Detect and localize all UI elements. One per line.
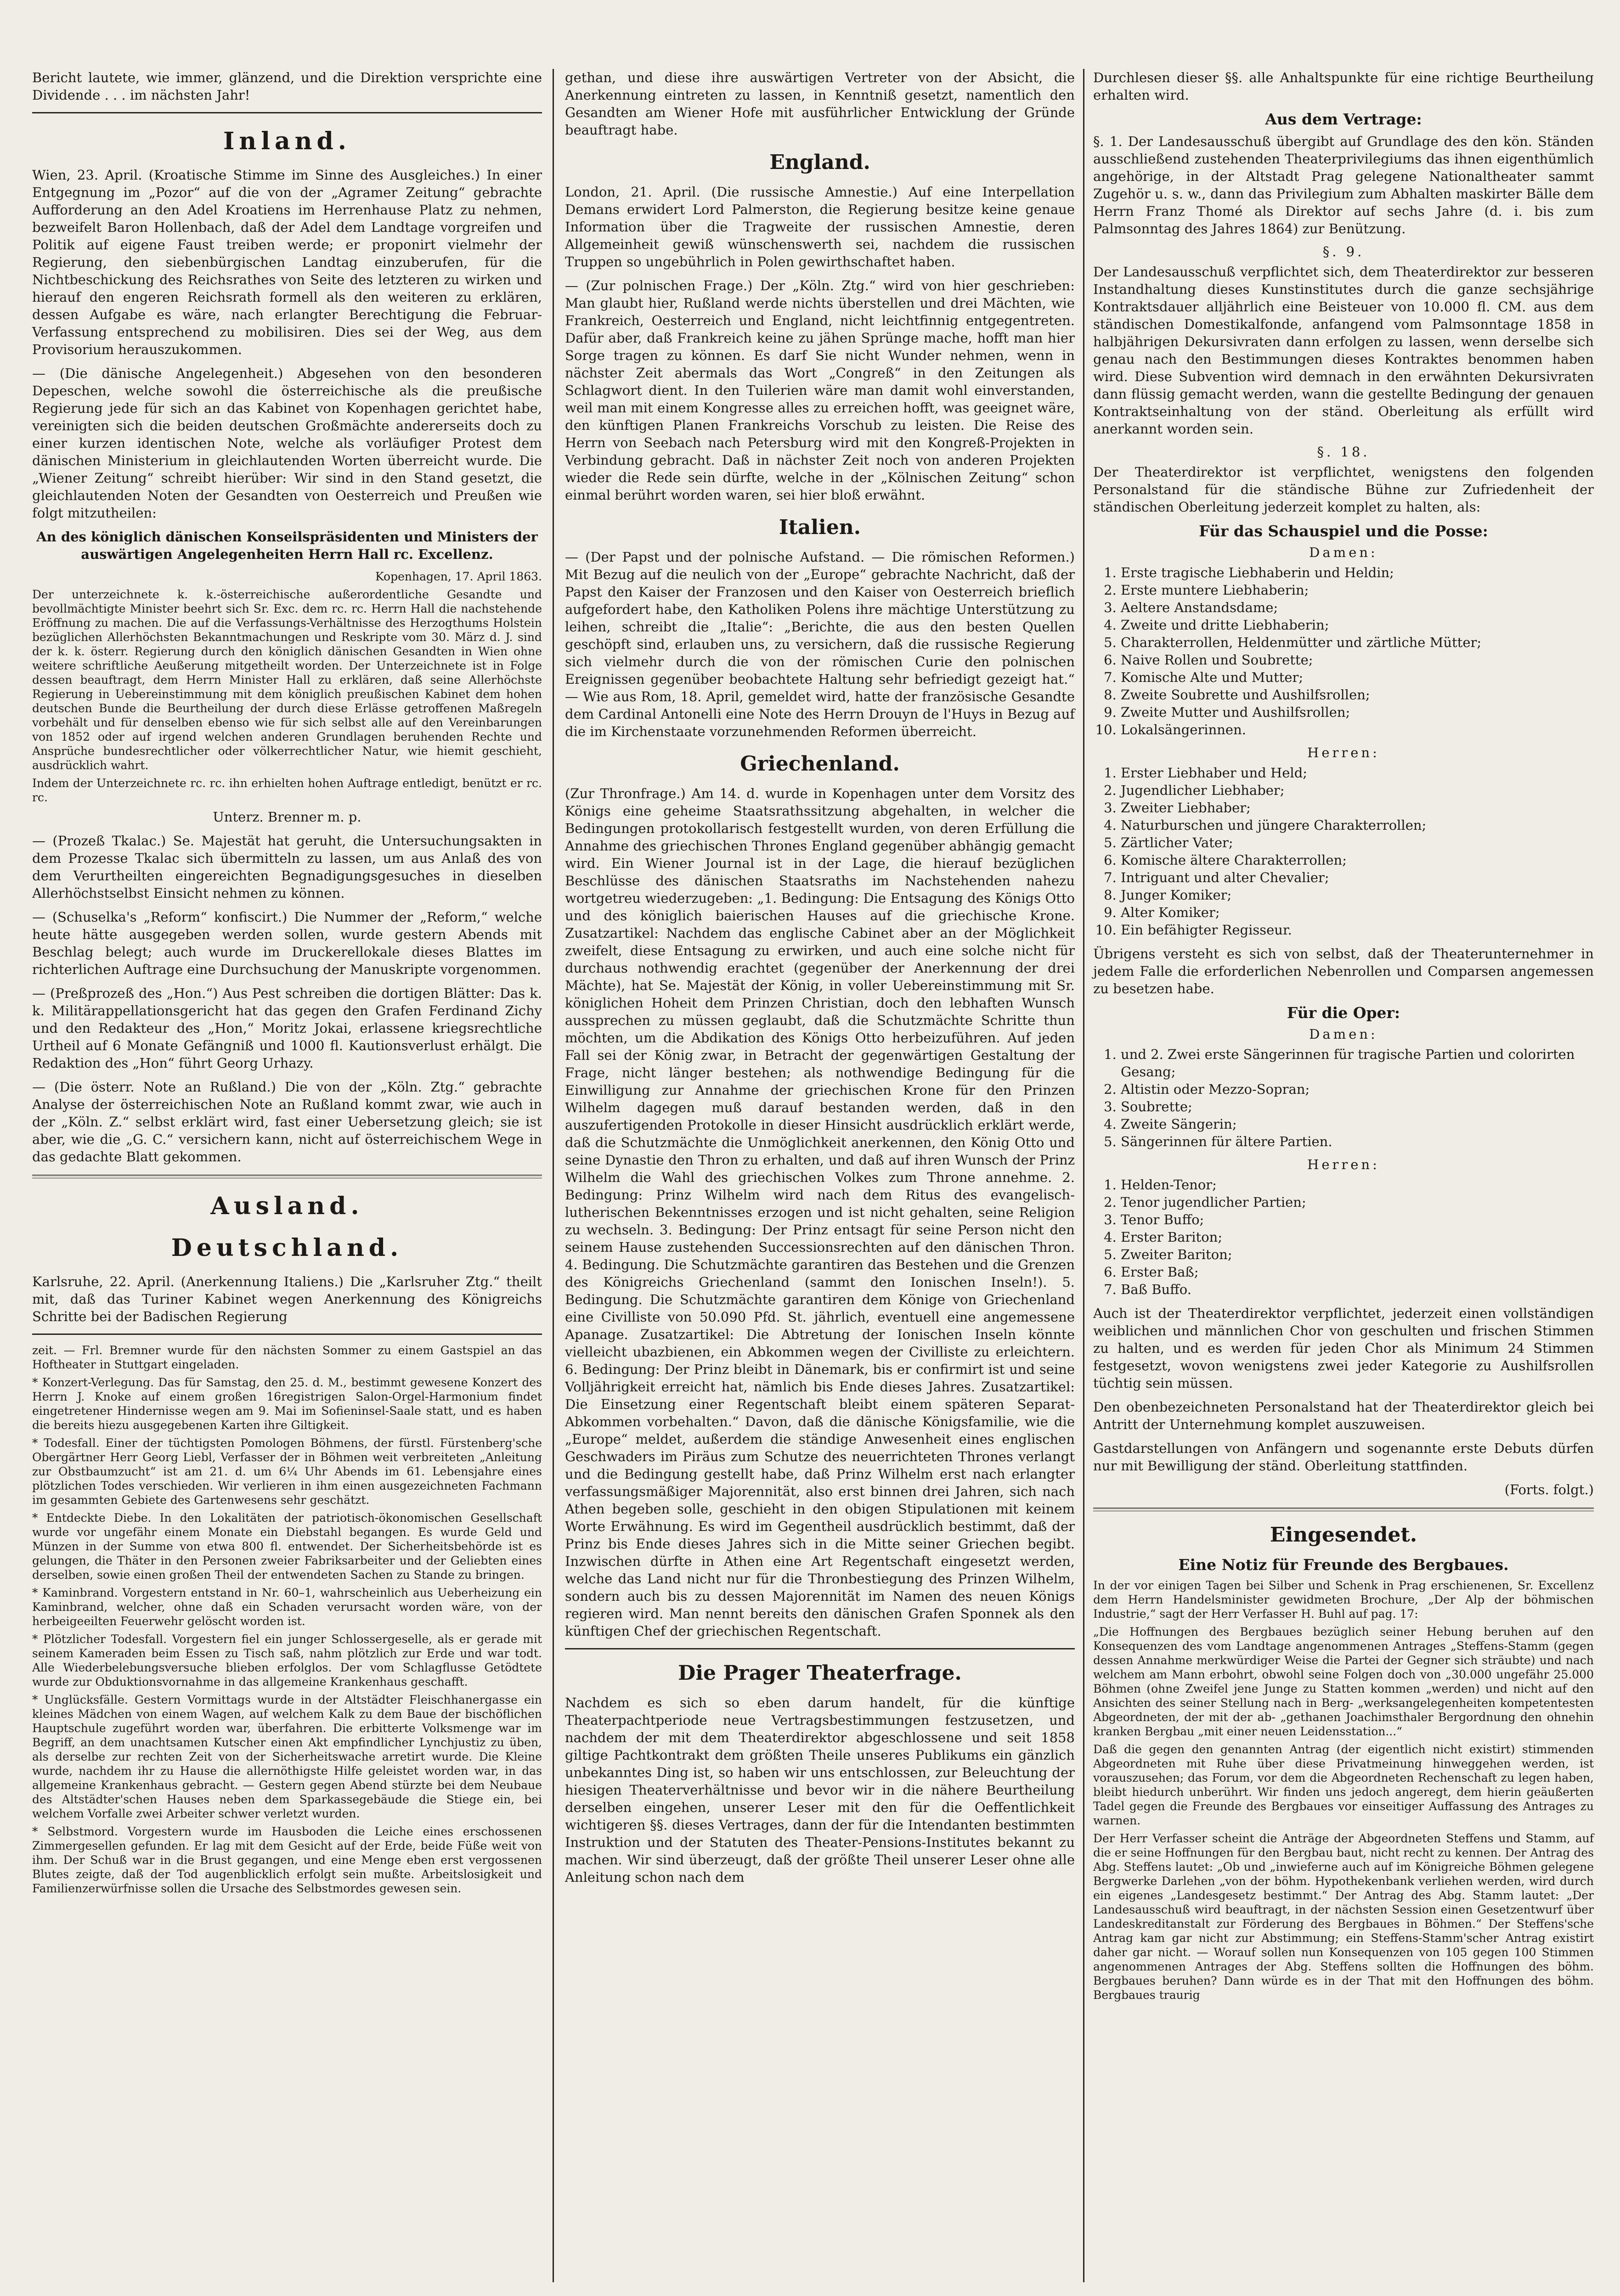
list-item: 6. Erster Baß; [1121, 1263, 1594, 1281]
list-damen-schauspiel [1093, 564, 1594, 738]
section-heading-vertrag: Aus dem Vertrage: [1265, 110, 1422, 128]
article-paragraph: Gastdarstellungen von Anfängern und sogenannte erste Debuts dürfen nur mit Bewilligung der ständ. Oberleitung stattfinden. [1093, 1441, 1594, 1474]
divider [32, 112, 542, 113]
list-item: 2. Altistin oder Mezzo-Sopran; [1121, 1080, 1594, 1098]
list-item: 5. Charakterrollen, Heldenmütter und zärtliche Mütter; [1121, 634, 1594, 651]
subheading-oper: Für die Oper: [1287, 1004, 1400, 1022]
article-paragraph: — (Zur polnischen Frage.) Der „Köln. Ztg.“ wird von hier geschrieben: Man glaubt hier, Rußland werde nichts überstellen und drei Mächten, wie Frankreich, Oesterreich und England, nicht leichtfinnig entgegentreten. Dafür aber, daß Frankreich keine zu jähen Sprünge mache, hofft man hier Sorge tragen zu können. Es darf Sie nicht Wunder nehmen, wenn in nächster Zeit abermals das Wort „Congreß“ in den Zeitungen als Schlagwort dient. In den Tuilerien wäre man damit wohl einverstanden, weil man mit einem Kongresse alles zu erreichen hofft, was geeignet wäre, den künftigen Planen Frankreichs Vorschub zu leisten. Die Reise des Herrn von Seebach nach Petersburg wird mit den Kongreß-Projekten in Verbindung gebracht. Daß in nächster Zeit noch von anderen Projekten wieder die Rede sein dürfte, welche in der „Kölnischen Zeitung“ schon einmal berührt worden waren, sei hier bloß erwähnt. [565, 278, 1075, 503]
list-item: 1. Erster Liebhaber und Held; [1121, 764, 1594, 782]
list-item: 8. Zweite Soubrette und Aushilfsrollen; [1121, 686, 1594, 703]
list-item: 2. Jugendlicher Liebhaber; [1121, 782, 1594, 799]
paragraph-number: §. 18. [1317, 444, 1370, 460]
article-paragraph: — (Der Papst und der polnische Aufstand. — Die römischen Reformen.) Mit Bezug auf die neulich von der „Europe“ gebrachte Nachricht, daß der Papst den Kaiser der Franzosen und den Kaiser von Oesterreich brieflich aufgefordert habe, den Katholiken Polens ihre mächtige Unterstützung zu leihen, schreibt die „Italie“: „Berichte, die aus den besten Quellen geschöpft sind, erlauben uns, zu versichern, daß die russische Regierung sich vielmehr durch die von der römischen Curie den polnischen Ereignissen gegenüber beobachtete Haltung sehr befriedigt gezeigt hat.“ — Wie aus Rom, 18. April, gemeldet wird, hatte der französische Gesandte dem Cardinal Antonelli eine Note des Herrn Drouyn de l'Huys in Bezug auf die im Kirchenstaate vorzunehmenden Reformen überreicht. [565, 549, 1075, 739]
article-paragraph: gethan, und diese ihre auswärtigen Vertreter von der Absicht, die Anerkennung eintreten zu lassen, in Kenntniß gesetzt, namentlich den Gesandten am Wiener Hofe mit ausführlicher Entwicklung der Gründe beauftragt habe. [565, 70, 1075, 138]
list-item: 5. Zärtlicher Vater; [1121, 834, 1594, 851]
letter-text [1093, 1578, 1594, 2002]
subheading-herren: Herren: [1307, 1157, 1380, 1172]
newspaper-page [32, 69, 1594, 2282]
list-item: 1. Erste tragische Liebhaberin und Heldin; [1121, 564, 1594, 581]
list-item: 10. Lokalsängerinnen. [1121, 721, 1594, 738]
article-paragraph: — (Preßprozeß des „Hon.“) Aus Pest schreiben die dortigen Blätter: Das k. k. Militärappellationsgericht hat das gegen den Grafen Ferdinand Zichy und den Redakteur des „Hon,“ Moritz Jokai, erlassene kriegsrechtliche Urtheil auf 6 Monate Gefängniß und 1000 fl. Kautionsverlust erhälgt. Die Redaktion des „Hon“ führt Georg Urhazy. [32, 985, 542, 1071]
article-paragraph: In der vor einigen Tagen bei Silber und Schenk in Prag erschienenen, Sr. Excellenz dem Herrn Handelsminister gewidmeten Brochure, „Der Alp der böhmischen Industrie,“ sagt der Herr Verfasser H. Buhl auf pag. 17: [1093, 1579, 1594, 1621]
article-paragraph: Der Herr Verfasser scheint die Anträge der Abgeordneten Steffens und Stamm, auf die er seine Hoffnungen für den Bergbau baut, nicht recht zu kennen. Der Antrag des Abg. Steffens lautet: „Ob und „inwieferne auch auf im Königreiche Böhmen gelegene Bergwerke Darlehen „von der böhm. Hypothekenbank verliehen werden, wird durch ein eigenes „Landesgesetz bestimmt.“ Der Antrag des Abg. Stamm lautet: „Der Landesausschuß wird beauftragt, in der nächsten Session einen Gesetzentwurf über Landeskreditanstalt zur Förderung des Bergbaues in Böhmen.“ Der Steffens'sche Antrag kam gar nicht zur Abstimmung; ein Steffens-Stamm'scher Antrag existirt daher gar nicht. — Worauf sollen nun Konsequenzen von 105 gegen 100 Stimmen angenommenen Antrages der Abg. Steffens sollten die Hoffnungen des böhm. Bergbaues beruhen? Dann würde es in der That mit den Hoffnungen des böhm. Bergbaues traurig [1093, 1832, 1594, 2002]
news-item: * Todesfall. Einer der tüchtigsten Pomologen Böhmens, der fürstl. Fürstenberg'sche Obergärtner Herr Georg Liebl, Verfasser der in Böhmen weit verbreiteten „Anleitung zur Obstbaumzucht“ ist am 21. d. um 6¼ Uhr Abends im 61. Lebensjahre eines plötzlichen Todes verschieden. Wir verlieren in ihm einen ausgezeichneten Fachmann im gesammten Gebiete des Gartenwesens sehr geschätzt. [32, 1436, 542, 1507]
news-item: * Plötzlicher Todesfall. Vorgestern fiel ein junger Schlossergeselle, als er gerade mit seinem Kameraden beim Essen zu Tisch saß, nahm plötzlich zur Erde und war todt. Alle Wiederbelebungsversuche blieben erfolglos. Der vom Schlagflusse Getödtete wurde zur Obduktionsvornahme in das allgemeine Krankenhaus geschafft. [32, 1632, 542, 1688]
list-item: 4. Erster Bariton; [1121, 1228, 1594, 1246]
list-item: 6. Naive Rollen und Soubrette; [1121, 651, 1594, 669]
article-paragraph: An des königlich dänischen Konseilspräsidenten und Ministers der auswärtigen Angelegenheiten Herrn Hall rc. Excellenz. [36, 529, 538, 562]
article-paragraph: — (Prozeß Tkalac.) Se. Majestät hat geruht, die Untersuchungsakten in dem Prozesse Tkalac sich übermitteln zu lassen, um aus Anlaß des von dem Verurtheilten eingereichten Begnadigungsgesuches in dieselben Allerhöchstselbst Einsicht nehmen zu können. [32, 833, 542, 901]
divider [32, 1175, 542, 1178]
article-paragraph: Übrigens versteht es sich von selbst, daß der Theaterunternehmer in jedem Falle die erforderlichen Nebenrollen und Comparsen angemessen zu besetzen habe. [1093, 946, 1594, 996]
column-1 [32, 69, 542, 1899]
list-item: 1. Helden-Tenor; [1121, 1176, 1594, 1193]
list-item: 9. Alter Komiker; [1121, 904, 1594, 921]
column-3 [1093, 69, 1594, 2006]
news-item: * Kaminbrand. Vorgestern entstand in Nr. 60–1, wahrscheinlich aus Ueberheizung ein Kaminbrand, welcher, ohne daß ein Schaden verursacht worden wäre, von der herbeigeeilten Feuerwehr gelöscht worden ist. [32, 1586, 542, 1628]
section-heading-inland: Inland. [223, 127, 351, 155]
section-heading-england: England. [769, 151, 870, 174]
divider [565, 1648, 1075, 1649]
article-paragraph: — (Die österr. Note an Rußland.) Die von der „Köln. Ztg.“ gebrachte Analyse der österreichischen Note an Rußland kommt zwar, wie auch in der „Köln. Z.“ selbst erklärt wird, fast einer Uebersetzung gleich; sie ist aber, wie die „G. C.“ versichern kann, nicht auf österreichischem Wege in das gedachte Blatt gekommen. [32, 1079, 542, 1165]
list-item: 8. Junger Komiker; [1121, 886, 1594, 904]
list-item: 5. Sängerinnen für ältere Partien. [1121, 1133, 1594, 1150]
divider [1093, 1508, 1594, 1511]
list-item: 3. Zweiter Liebhaber; [1121, 799, 1594, 816]
news-item: * Entdeckte Diebe. In den Lokalitäten der patriotisch-ökonomischen Gesellschaft wurde vor ungefähr einem Monate ein Diebstahl begangen. Es wurde Geld und Münzen in der Summe von etwa 800 fl. entwendet. Der Sicherheitsbehörde ist es gelungen, die Thäter in den Personen zweier Fabriksarbeiter und der Geliebten eines derselben, sowie einen großen Theil der entwendeten Sachen zu Stande zu bringen. [32, 1511, 542, 1581]
column-rule [1083, 69, 1084, 2282]
news-item: zeit. — Frl. Bremner wurde für den nächsten Sommer zu einem Gastspiel an das Hoftheater in Stuttgart eingeladen. [32, 1344, 542, 1371]
list-item: 3. Tenor Buffo; [1121, 1211, 1594, 1228]
list-damen-oper [1093, 1046, 1594, 1150]
news-item: * Unglücksfälle. Gestern Vormittags wurde in der Altstädter Fleischhanergasse ein kleines Mädchen von einem Wagen, auf welchem Kalk zu dem Baue der bischöflichen Hauptschule zugeführt worden war, überfahren. Die erbitterte Volksmenge war im Begriff, an dem unachtsamen Kutscher einen Akt empfindlicher Lynchjustiz zu üben, als derselbe zur rechten Zeit von der Sicherheitswache arretirt wurde. Die Kleine wurde, nachdem ihr zu Hause die allernöthigste Hilfe geleistet worden war, in das allgemeine Krankenhaus gebracht. — Gestern gegen Abend stürzte bei dem Neubaue des Altstädter'schen Hauses neben dem Sparkassegebäude die Stiege ein, bei welchem Vorfalle zwei Arbeiter schwer verletzt wurden. [32, 1693, 542, 1820]
section-heading-italien: Italien. [779, 516, 861, 539]
subheading-damen: Damen: [1309, 545, 1378, 560]
list-herren-oper [1093, 1176, 1594, 1298]
article-paragraph: Daß die gegen den genannten Antrag (der eigentlich nicht existirt) stimmenden Abgeordneten mit Ruhe über diese Privatmeinung hinweggehen werden, ist vorauszusehen; das Forum, vor dem die Abgeordneten Rechenschaft zu legen haben, bleibt hiedurch unberührt. Wir finden uns jedoch angeregt, dem hierin geäußerten Tadel gegen die Freunde des Bergbaues vor einseitiger Auffassung des Antrages zu warnen. [1093, 1743, 1594, 1827]
article-paragraph: Indem der Unterzeichnete rc. rc. ihn erhielten hohen Auftrage entledigt, benützt er rc. rc. [32, 777, 542, 804]
section-heading-theaterfrage: Die Prager Theaterfrage. [678, 1661, 962, 1685]
list-item: 5. Zweiter Bariton; [1121, 1246, 1594, 1263]
local-news [32, 1343, 542, 1896]
news-item: * Konzert-Verlegung. Das für Samstag, den 25. d. M., bestimmt gewesene Konzert des Herrn J. Knoke auf einem großen 16registrigen Salon-Orgel-Harmonium findet eingetretener Hindernisse wegen am 9. Mai im Sofieninsel-Saale statt, und es haben die bereits hiezu ausgegebenen Karten ihre Giltigkeit. [32, 1376, 542, 1432]
article-paragraph: London, 21. April. (Die russische Amnestie.) Auf eine Interpellation Demans erwidert Lord Palmerston, die Regierung besitze keine genaue Information über die Tragweite der russischen Amnestie, deren Allgemeinheit gewiß wünschenswerth sei, nachdem die russischen Truppen so ungebührlich in Polen gewirthschaftet haben. [565, 184, 1075, 270]
subheading-schauspiel: Für das Schauspiel und die Posse: [1199, 522, 1488, 540]
list-item: 7. Baß Buffo. [1121, 1281, 1594, 1298]
list-item: 6. Komische ältere Charakterrollen; [1121, 851, 1594, 869]
paragraph-number: §. 9. [1322, 244, 1365, 259]
article-paragraph: Der unterzeichnete k. k.-österreichische außerordentliche Gesandte und bevollmächtigte Minister beehrt sich Sr. Exc. dem rc. rc. Herrn Hall die nachstehende Eröffnung zu machen. Die auf die Verfassungs-Verhältnisse des Herzogthums Holstein bezüglichen Allerhöchsten Bekanntmachungen und Reskripte vom 30. März d. J. sind der k. k. österr. Regierung durch den königlich dänischen Gesandten in Wien ohne weitere schriftliche Aeußerung mitgetheilt worden. Der Unterzeichnete ist in Folge dessen beauftragt, dem Herrn Minister Hall zu erklären, daß seine Allerhöchste Regierung in Uebereinstimmung mit dem königlich preußischen Kabinet dem hohen deutschen Bunde die Beurtheilung der durch diese Erlässe getroffenen Maßregeln vorbehält und für denselben ebenso wie für sich selbst alle auf den Vereinbarungen von 1852 oder auf irgend welchen anderen Grundlagen beruhenden Rechte und Ansprüche bundesrechtlicher oder völkerrechtlicher Natur, wie hiemit geschieht, ausdrücklich wahrt. [32, 588, 542, 772]
list-item: 1. und 2. Zwei erste Sängerinnen für tragische Partien und colorirten Gesang; [1121, 1046, 1594, 1080]
list-item: 4. Zweite Sängerin; [1121, 1115, 1594, 1133]
list-item: 3. Aeltere Anstandsdame; [1121, 599, 1594, 616]
list-item: 7. Komische Alte und Mutter; [1121, 669, 1594, 686]
section-heading-griechenland: Griechenland. [740, 752, 900, 776]
column-rule [553, 69, 554, 2282]
article-paragraph: — (Schuselka's „Reform“ konfiscirt.) Die Nummer der „Reform,“ welche heute hätte ausgegeben werden sollen, wurde gestern Abends mit Beschlag belegt; auch wurde im Druckerellokale dieses Blattes im richterlichen Auftrage eine Durchsuchung der Manuskripte vorgenommen. [32, 909, 542, 977]
article-paragraph: (Zur Thronfrage.) Am 14. d. wurde in Kopenhagen unter dem Vorsitz des Königs eine geheime Staatsrathssitzung abgehalten, in welcher die Bedingungen protokollarisch festgestellt wurden, von deren Erfüllung die Annahme des griechischen Thrones England gegenüber abhängig gemacht wird. Ein Wiener Journal ist in der Lage, die hierauf bezüglichen Beschlüsse des dänischen Staatsraths im Nachstehenden nahezu wortgetreu wiederzugeben: „1. Bedingung: Die Entsagung des Königs Otto und des königlich baierischen Hauses auf die griechische Krone. Zusatzartikel: Nachdem das englische Cabinet aber an der Möglichkeit zweifelt, diese Entsagung zu erwirken, und auch eine solche nicht für durchaus nothwendig erachtet (gegenüber der Anerkennung der drei Mächte), hat Se. Majestät der König, in voller Uebereinstimmung mit Sr. königlichen Hoheit dem Prinzen Christian, doch den lebhaften Wunsch aussprechen zu müssen geglaubt, daß die Schutzmächte Schritte thun möchten, um die Abdikation des Königs Otto herbeizuführen. Auf jeden Fall sei der König zwar, in Betracht der gegenwärtigen Gestaltung der Frage, nicht länger bestehen; als nothwendige Bedingung für die Einwilligung zur Annahme der griechischen Krone für den Prinzen Wilhelm dagegen muß darauf bestanden werden, daß in den auszufertigenden Protokolle in dieser Hinsicht ausdrücklich erklärt werde, daß die Schutzmächte die Unmöglichkeit anerkennen, den König Otto und seine Dynastie den Thron zu erhalten, und daß auf ihren Wunsch der Prinz Wilhelm die Wahl des griechischen Volkes zum Throne annehme. 2. Bedingung: Prinz Wilhelm wird nach dem Ritus des evangelisch-lutherischen Bekenntnisses erzogen und ist nicht gehalten, seine Religion zu wechseln. 3. Bedingung: Der Prinz entsagt für seine Person nicht den seinem Hause zustehenden Successionsrechten auf den dänischen Thron. 4. Bedingung. Die Schutzmächte garantiren das Bestehen und die Grenzen des Königreichs Griechenland (sammt den Ionischen Inseln!). 5. Bedingung. Die Schutzmächte garantiren dem Könige von Griechenland eine Civilliste von 50.090 Pfd. St. jährlich, eventuell eine angemessene Apanage. Zusatzartikel: Die Abtretung der Ionischen Inseln könnte vielleicht ubazbienen, ein Abkommen wegen der Civilliste zu erleichtern. 6. Bedingung: Der Prinz bleibt in Dänemark, bis er confirmirt ist und seine Volljährigkeit erreicht hat, nämlich bis Ende dieses Jahres. Zusatzartikel: Die Einsetzung einer Regentschaft bleibt einem späteren Separat-Abkommen vorbehalten.“ Davon, daß die dänische Königsfamilie, wie die „Europe“ meldet, außerdem die ständige Anwesenheit eines englischen Geschwaders im Piräus zum Schutze des neuerrichteten Thrones verlangt und die Bedingung gestellt habe, daß Prinz Wilhelm erst nach erlangter verfassungsmäßiger Majorennität, also erst binnen drei Jahren, sich nach Athen begeben solle, geschieht in den obigen Stipulationen mit keinem Worte Erwähnung. Es wird im Gegentheil ausdrücklich bestimmt, daß der Prinz bis Ende dieses Jahres sich in die Mitte seiner Griechen begibt. Inzwischen dürfte in Athen eine Art Regentschaft eingesetzt werden, welche das Land nicht nur für die Thronbestiegung des Prinzen Wilhelm, sondern auch bis zu dessen Majorennität im Namen des neuen Königs regieren wird. Man nennt bereits den dänischen Grafen Sponnek als den künftigen Chef der griechischen Regentschaft. [565, 786, 1075, 1639]
news-item: * Selbstmord. Vorgestern wurde im Hausboden die Leiche eines erschossenen Zimmergesellen gefunden. Er lag mit dem Gesicht auf der Erde, beide Füße weit von ihm. Der Schuß war in die Brust gegangen, und eine Menge eben erst vergossenen Blutes zeigte, daß der Tod augenblicklich erfolgt sein mußte. Arbeitslosigkeit und Familienzerwürfnisse sollen die Ursache des Selbstmordes gewesen sein. [32, 1825, 542, 1895]
article-paragraph: Der Landesausschuß verpflichtet sich, dem Theaterdirektor zur besseren Instandhaltung dieses Kunstinstitutes durch die ganze sechsjährige Kontraktsdauer alljährlich eine Beisteuer von 10.000 fl. CM. aus dem ständischen Domestikalfonde, anfangend vom Palmsonntage 1858 in halbjährigen Dekursivraten dann erfolgen zu lassen, wenn derselbe sich genau nach den Bestimmungen dieses Kontraktes benommen haben wird. Diese Subvention wird demnach in den erwähnten Dekursivraten dann flüssig gemacht werden, wann die gestellte Bedingung der genauen Kontraktseinhaltung von der ständ. Oberleitung als erfüllt wird anerkannt worden sein. [1093, 264, 1594, 437]
continuation-note: (Forts. folgt.) [1504, 1482, 1594, 1497]
divider [32, 1334, 542, 1335]
list-item: 10. Ein befähigter Regisseur. [1121, 921, 1594, 939]
article-paragraph: Wien, 23. April. (Kroatische Stimme im Sinne des Ausgleiches.) In einer Entgegnung im „Pozor“ auf die von der „Agramer Zeitung“ gebrachte Aufforderung an den Adel Kroatiens im Herrenhause Platz zu nehmen, bezweifelt Baron Hollenbach, daß der Adel dem Landtage vorgreifen und Politik auf eigene Faust treiben werde; er proponirt vielmehr der Regierung, den siebenbürgischen Landtag einzuberufen, für die Nichtbeschickung des Reichsrathes von Seite des letzteren zu wirken und hierauf den engeren Reichsrath formell als den weiteren zu erklären, dessen Aufgabe es wäre, nach erlangter Berechtigung die Februar-Verfassung entsprechend zu mobilisiren. Dies sei der Weg, aus dem Provisorium herauszukommen. [32, 167, 542, 357]
article-paragraph: Karlsruhe, 22. April. (Anerkennung Italiens.) Die „Karlsruher Ztg.“ theilt mit, daß das Turiner Kabinet wegen Anerkennung des Königreichs Schritte bei der Badischen Regierung [32, 1274, 542, 1324]
list-item: 4. Naturburschen und jüngere Charakterrollen; [1121, 816, 1594, 834]
subheading-damen: Damen: [1309, 1026, 1378, 1042]
column-2 [565, 69, 1075, 1892]
article-paragraph: Nachdem es sich so eben darum handelt, für die künftige Theaterpachtperiode neue Vertragsbestimmungen festzusetzen, und nachdem der mit dem Theaterdirektor abgeschlossene und seit 1858 giltige Pachtkontrakt dem größten Theile unseres Publikums ein gänzlich unbekanntes Ding ist, so haben wir uns entschlossen, zur Beleuchtung der hiesigen Theaterverhältnisse und bevor wir in die nähere Beurtheilung derselben eingehen, unserer Leser mit den für die Oeffentlichkeit wichtigeren §§. dieses Vertrages, dann der für die Intendanten bestimmten Instruktion und der Statuten des Theater-Pensions-Institutes bekannt zu machen. Wir sind überzeugt, daß der größte Theil unserer Leser ohne alle Anleitung schon nach dem [565, 1695, 1075, 1885]
article-paragraph: Auch ist der Theaterdirektor verpflichtet, jederzeit einen vollständigen weiblichen und männlichen Chor von geschulten und frischen Stimmen zu halten, und es werden für jeden Chor als Minimum 24 Stimmen festgesetzt, wovon wenigstens zwei jeder Kategorie zu Aushilfsrollen tüchtig sein müssen. [1093, 1306, 1594, 1391]
section-heading-eingesendet: Eingesendet. [1270, 1523, 1417, 1547]
list-item: 4. Zweite und dritte Liebhaberin; [1121, 616, 1594, 634]
intro-text: Bericht lautete, wie immer, glänzend, und die Direktion versprichte eine Dividende . . . im nächsten Jahr! [32, 70, 542, 103]
article-paragraph: „Die Hoffnungen des Bergbaues bezüglich seiner Hebung beruhen auf den Konsequenzen des vom Landtage angenommenen Antrages „Steffens-Stamm (gegen dessen Annahme merkwürdiger Weise die Partei der Gegner sich sträubte) und nach welchem am Mann erbohrt, obwohl seine Folgen doch von „30.000 ungefähr 25.000 Böhmen (ohne Zweifel jene Junge zu Statten kommen „werden) und nicht auf den Ansichten des seiner Stellung nach in Berg- „werksangelegenheiten kompetentesten Abgeordneten, der mit der ab- „gethanen Joachimsthaler Bergordnung den ohnehin kranken Bergbau „mit einer neuen Leidensstation...“ [1093, 1625, 1594, 1738]
article-title-bergbau: Eine Notiz für Freunde des Bergbaues. [1178, 1556, 1509, 1574]
signature: Unterz. Brenner m. p. [213, 809, 361, 825]
section-heading-ausland: Ausland. [210, 1192, 364, 1220]
article-paragraph: Den obenbezeichneten Personalstand hat der Theaterdirektor gleich bei Antritt der Unternehmung komplet auszuweisen. [1093, 1399, 1594, 1432]
article-paragraph: §. 1. Der Landesausschuß übergibt auf Grundlage des den kön. Ständen ausschließend zustehenden Theaterprivilegiums das ihnen eigenthümlich angehörige, in der Altstadt Prag gelegene Nationaltheater sammt Zugehör u. s. w., dann das Privilegium zum Abhalten maskirter Bälle dem Herrn Franz Thomé als Direktor auf sechs Jahre (d. i. bis zum Palmsonntag des Jahres 1864) zur Benützung. [1093, 134, 1594, 236]
article-paragraph: Durchlesen dieser §§. alle Anhaltspunkte für eine richtige Beurtheilung erhalten wird. [1093, 70, 1594, 103]
article-paragraph: Der Theaterdirektor ist verpflichtet, wenigstens den folgenden Personalstand für die ständische Bühne zur Zufriedenheit der ständischen Oberleitung jederzeit komplet zu halten, als: [1093, 464, 1594, 515]
list-item: 2. Tenor jugendlicher Partien; [1121, 1193, 1594, 1211]
list-item: 9. Zweite Mutter und Aushilfsrollen; [1121, 703, 1594, 721]
article-paragraph: — (Die dänische Angelegenheit.) Abgesehen von den besonderen Depeschen, welche sowohl die österreichische als die preußische Regierung jede für sich an das Kabinet von Kopenhagen gerichtet habe, vereinigten sich die beiden deutschen Großmächte andererseits doch zu einer kurzen identischen Note, welche als vorläufiger Protest dem dänischen Ministerium in gleichlautenden Worten überreicht wurde. Die „Wiener Zeitung“ schreibt hierüber: Wir sind in den Stand gesetzt, die gleichlautenden Noten der Gesandten von Oesterreich und Preußen wie folgt mitzutheilen: [32, 366, 542, 521]
section-heading-deutschland: Deutschland. [171, 1234, 403, 1262]
list-item: 7. Intriguant und alter Chevalier; [1121, 869, 1594, 886]
subheading-herren: Herren: [1307, 745, 1380, 760]
list-item: 2. Erste muntere Liebhaberin; [1121, 581, 1594, 599]
list-herren-schauspiel [1093, 764, 1594, 939]
quoted-note [32, 587, 542, 805]
list-item: 3. Soubrette; [1121, 1098, 1594, 1115]
date-line: Kopenhagen, 17. April 1863. [375, 570, 542, 583]
